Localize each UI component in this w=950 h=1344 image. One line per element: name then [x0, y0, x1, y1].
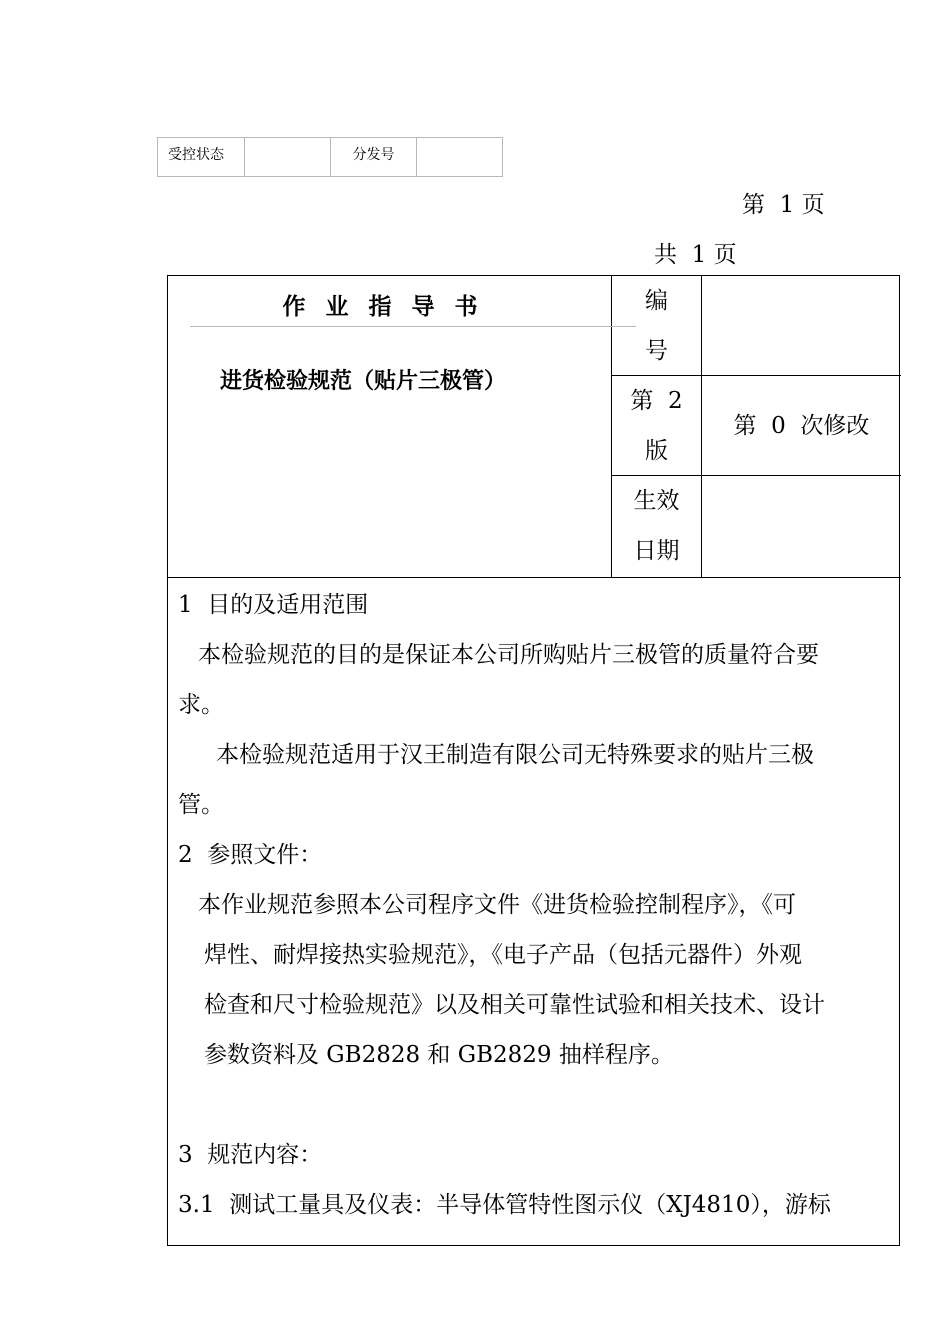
section-1-para-2-line-1: 本检验规范适用于汉王制造有限公司无特殊要求的贴片三极: [216, 742, 814, 768]
section-2-heading: 2 参照文件：: [178, 842, 323, 868]
effective-label-line1: 生效: [633, 488, 680, 514]
effective-label-line2: 日期: [633, 538, 680, 564]
blank-line: [178, 1080, 894, 1130]
control-table: [157, 137, 503, 177]
section-1-heading: 1 目的及适用范围: [178, 592, 369, 618]
revision-value: 第 0 次修改: [733, 413, 870, 439]
document-title: 作业指导书: [282, 294, 498, 320]
number-label-cell: [612, 276, 702, 376]
number-label-line2: 号: [645, 338, 668, 364]
section-1-para-1-line-2: 求。: [178, 692, 224, 718]
distribution-number-label: 分发号: [331, 138, 417, 177]
number-value-cell: [702, 276, 901, 376]
revision-cell: [702, 376, 901, 476]
effective-label-cell: [612, 476, 702, 578]
edition-label-line2: 版: [645, 438, 668, 464]
document-body: [178, 580, 894, 1230]
section-3-1-line-1: 3.1 测试工量具及仪表：半导体管特性图示仪（XJ4810），游标: [178, 1192, 831, 1218]
section-2-line-3: 检查和尺寸检验规范》以及相关可靠性试验和相关技术、设计: [204, 992, 825, 1018]
document-subtitle: 进货检验规范（贴片三极管）: [219, 369, 506, 394]
distribution-number-value: [417, 138, 503, 177]
section-2-line-4: 参数资料及 GB2828 和 GB2829 抽样程序。: [204, 1042, 674, 1068]
edition-label-cell: [612, 376, 702, 476]
page-total: 共 1 页: [654, 242, 737, 268]
control-status-value: [245, 138, 331, 177]
section-1-para-2-line-2: 管。: [178, 792, 224, 818]
effective-date-cell: [702, 476, 901, 578]
control-status-label: 受控状态: [158, 138, 245, 177]
section-1-para-1-line-1: 本检验规范的目的是保证本公司所购贴片三极管的质量符合要: [198, 642, 819, 668]
section-2-line-2: 焊性、耐焊接热实验规范》，《电子产品（包括元器件）外观: [204, 942, 802, 968]
title-cell: [168, 276, 612, 578]
section-2-line-1: 本作业规范参照本公司程序文件《进货检验控制程序》，《可: [198, 892, 796, 918]
section-3-heading: 3 规范内容：: [178, 1142, 323, 1168]
document-frame: [167, 275, 900, 1246]
title-divider: [190, 326, 636, 327]
number-label-line1: 编: [645, 288, 668, 314]
edition-label-line1: 第 2: [630, 388, 683, 414]
page-number: 第 1 页: [742, 192, 825, 218]
